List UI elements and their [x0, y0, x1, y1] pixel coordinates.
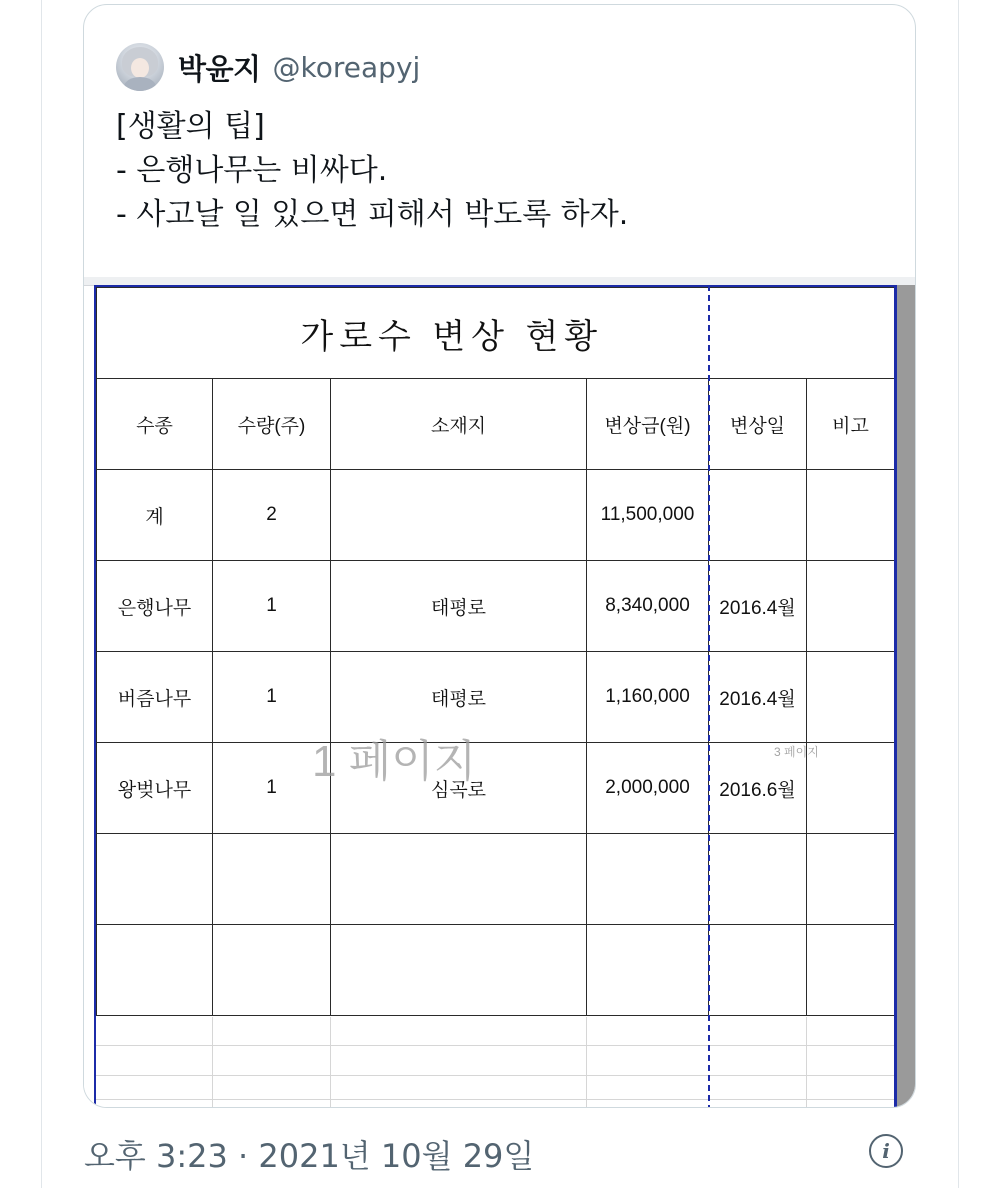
table-header-row: [97, 379, 895, 470]
table-cell: [331, 834, 587, 925]
sheet-gridline: [96, 1099, 894, 1100]
spreadsheet-image[interactable]: [84, 277, 916, 1108]
page-break-line: [708, 285, 710, 1108]
header-cell: 변상일: [709, 379, 807, 470]
table-cell: 심곡로: [331, 743, 587, 834]
info-icon[interactable]: i: [869, 1134, 903, 1168]
header-cell: 수종: [97, 379, 213, 470]
table-cell: [587, 925, 709, 1016]
table-cell: [807, 743, 895, 834]
tweet-line: - 은행나무는 비싸다.: [116, 153, 388, 188]
table-cell: 2016.4월: [709, 561, 807, 652]
table-cell: 버즘나무: [97, 652, 213, 743]
table-cell: 은행나무: [97, 561, 213, 652]
tweet-timestamp[interactable]: 오후 3:23 · 2021년 10월 29일: [84, 1137, 535, 1175]
tweet-author-row: [116, 41, 420, 93]
table-row: [97, 561, 895, 652]
sheet-gridline: [806, 1017, 807, 1108]
table-title-row: [97, 288, 895, 379]
tweet-line: - 사고날 일 있으면 피해서 박도록 하자.: [116, 197, 629, 232]
table-cell: 8,340,000: [587, 561, 709, 652]
table-row: [97, 652, 895, 743]
table-cell: [807, 834, 895, 925]
table-cell: [709, 470, 807, 561]
sheet-gridline: [96, 1045, 894, 1046]
author-handle[interactable]: @koreapyj: [272, 50, 421, 84]
page-border-top: [96, 285, 894, 287]
table-row: [97, 470, 895, 561]
table-cell: [709, 834, 807, 925]
table-row: [97, 834, 895, 925]
table-cell: [213, 925, 331, 1016]
author-name[interactable]: 박윤지: [178, 51, 261, 86]
page-watermark: 1 페이지: [312, 737, 477, 786]
table-row: [97, 925, 895, 1016]
table-cell: 2: [213, 470, 331, 561]
header-cell: 비고: [807, 379, 895, 470]
table-cell: 계: [97, 470, 213, 561]
table-cell: 1: [213, 652, 331, 743]
table-cell: 왕벚나무: [97, 743, 213, 834]
header-cell: 변상금(원): [587, 379, 709, 470]
table-cell: [97, 834, 213, 925]
header-cell: 소재지: [331, 379, 587, 470]
timeline-left-border: [41, 0, 42, 1188]
table-cell: [807, 470, 895, 561]
page-border-left: [94, 285, 96, 1108]
tweet-text: [116, 105, 628, 237]
table-cell: [331, 470, 587, 561]
sheet-gridline: [212, 1017, 213, 1108]
table-cell: [587, 834, 709, 925]
table-cell: [213, 834, 331, 925]
table-row: [97, 743, 895, 834]
table-cell: 11,500,000: [587, 470, 709, 561]
table-cell: [709, 925, 807, 1016]
timeline-right-border: [958, 0, 959, 1188]
table-cell: 1: [213, 561, 331, 652]
table-cell: 태평로: [331, 561, 587, 652]
sheet-gridline: [96, 1075, 894, 1076]
table-cell: 2016.4월: [709, 652, 807, 743]
header-cell: 수량(주): [213, 379, 331, 470]
quoted-tweet-card[interactable]: [83, 4, 916, 1108]
table-cell: 2016.6월: [709, 743, 807, 834]
table-cell: [97, 925, 213, 1016]
table-cell: [331, 925, 587, 1016]
table-cell: 태평로: [331, 652, 587, 743]
tree-damage-table: [96, 287, 895, 1016]
table-cell: [807, 652, 895, 743]
table-cell: 1,160,000: [587, 652, 709, 743]
sheet-outside-area: [897, 285, 916, 1108]
page-watermark-small: 3 페이지: [774, 745, 819, 759]
table-cell: 1: [213, 743, 331, 834]
sheet-title: 가로수 변상 현황: [97, 288, 807, 379]
tweet-line: [생활의 팁]: [116, 109, 265, 144]
avatar[interactable]: [116, 43, 164, 91]
sheet-gridline: [330, 1017, 331, 1108]
table-cell: 2,000,000: [587, 743, 709, 834]
table-cell: [807, 925, 895, 1016]
sheet-gridline: [586, 1017, 587, 1108]
table-cell: [807, 561, 895, 652]
